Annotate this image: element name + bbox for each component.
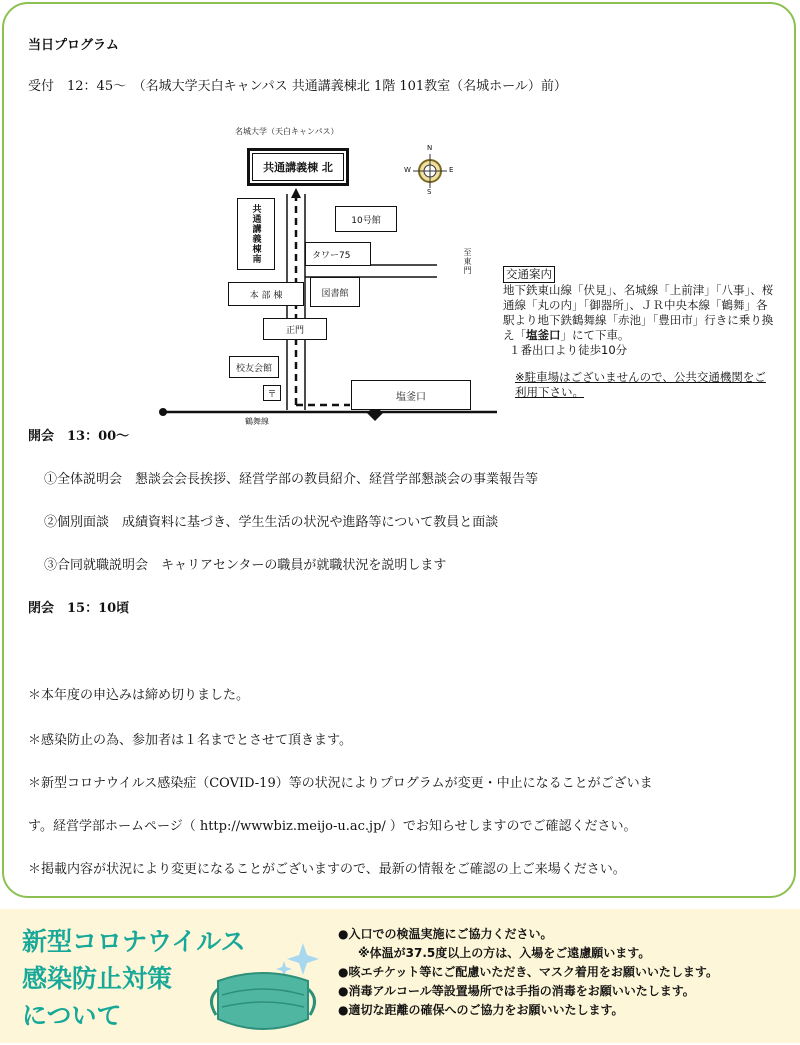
program-heading: 当日プログラム <box>28 38 119 53</box>
bullet-1-sub: ※体温が37.5度以上の方は、入場をご遠慮願います。 <box>358 946 651 960</box>
compass-n: N <box>427 144 433 152</box>
post-office: 〒 <box>263 385 281 401</box>
compass-icon <box>404 144 454 196</box>
mask-icon <box>200 941 330 1041</box>
building-10: 10号館 <box>335 206 397 232</box>
bullet-3: ●消毒アルコール等設置場所では手指の消毒をお願いいたします。 <box>338 984 695 998</box>
program-item-3: ③合同就職説明会 キャリアセンターの職員が就職状況を説明します <box>44 558 447 573</box>
main-building: 本 部 棟 <box>228 282 304 306</box>
to-east-gate-label: 至東門 <box>463 248 472 275</box>
building-south: 共通講義棟南 <box>237 198 275 270</box>
note-3b: す。経営学部ホームページ（ http://wwwbiz.meijo-u.ac.jp/ ）でお知らせしますのでご確認ください。 <box>28 819 637 834</box>
compass-e: E <box>449 166 454 174</box>
campus-label: 名城大学（天白キャンパス） <box>235 127 339 136</box>
closing-time: 閉会 15：10頃 <box>28 601 130 616</box>
compass-w: W <box>404 166 411 174</box>
tsurumai-line-label: 鶴舞線 <box>245 417 269 426</box>
main-gate: 正門 <box>263 318 327 340</box>
bullet-4: ●適切な距離の確保へのご協力をお願いいたします。 <box>338 1003 624 1017</box>
bullet-2: ●咳エチケット等にご配慮いただき、マスク着用をお願いいたします。 <box>338 965 718 979</box>
banner-title-line2: 感染防止対策 <box>22 964 173 993</box>
program-item-2: ②個別面談 成績資料に基づき、学生生活の状況や進路等について教員と面談 <box>44 515 499 530</box>
bullet-1: ●入口での検温実施にご協力ください。 <box>338 927 553 941</box>
program-item-1: ①全体説明会 懇談会会長挨拶、経営学部の教員紹介、経営学部懇談会の事業報告等 <box>44 472 539 487</box>
access-info <box>503 266 775 400</box>
shiogamaguchi-station: 塩釜口 <box>351 380 471 410</box>
building-north: 共通講義棟 北 <box>247 148 349 186</box>
note-4: ＊掲載内容が状況により変更になることがございますので、最新の情報をご確認の上ご来場ください。 <box>28 862 626 877</box>
campus-map <box>155 122 500 430</box>
access-station: 塩釜口 <box>526 328 561 342</box>
access-body-before: 地下鉄東山線「伏見」、名城線「上前津」「八事」、桜通線「丸の内」「御器所」、ＪＲ中央本線「鶴舞」各駅より地下鉄鶴舞線「赤池」「豊田市」行きに乗り換え「 <box>503 283 774 342</box>
access-walk: １番出口より徒歩10分 <box>509 343 628 357</box>
opening-time: 開会 13：00～ <box>28 429 130 444</box>
banner-title-line3: について <box>22 1001 122 1030</box>
banner-title-line1: 新型コロナウイルス <box>22 927 246 956</box>
covid-banner <box>0 909 800 1043</box>
tower-75: タワー75 <box>305 242 371 266</box>
note-2: ＊感染防止の為、参加者は１名までとさせて頂きます。 <box>28 733 352 748</box>
compass-s: S <box>427 188 432 196</box>
access-heading: 交通案内 <box>503 266 555 283</box>
note-1: ＊本年度の申込みは締め切りました。 <box>28 688 250 703</box>
library: 図書館 <box>310 277 360 307</box>
note-3a: ＊新型コロナウイルス感染症（COVID-19）等の状況によりプログラムが変更・中止になることがございま <box>28 776 653 791</box>
reception-line: 受付 12：45～ （名城大学天白キャンパス 共通講義棟北 1階 101教室（名城ホール）前） <box>28 79 567 94</box>
alumni-hall: 校友会館 <box>229 356 279 378</box>
access-body-after: 」にて下車。 <box>560 328 630 342</box>
parking-note: ※駐車場はございませんので、公共交通機関をご利用下さい。 <box>515 370 766 399</box>
banner-bullets <box>338 925 718 1020</box>
